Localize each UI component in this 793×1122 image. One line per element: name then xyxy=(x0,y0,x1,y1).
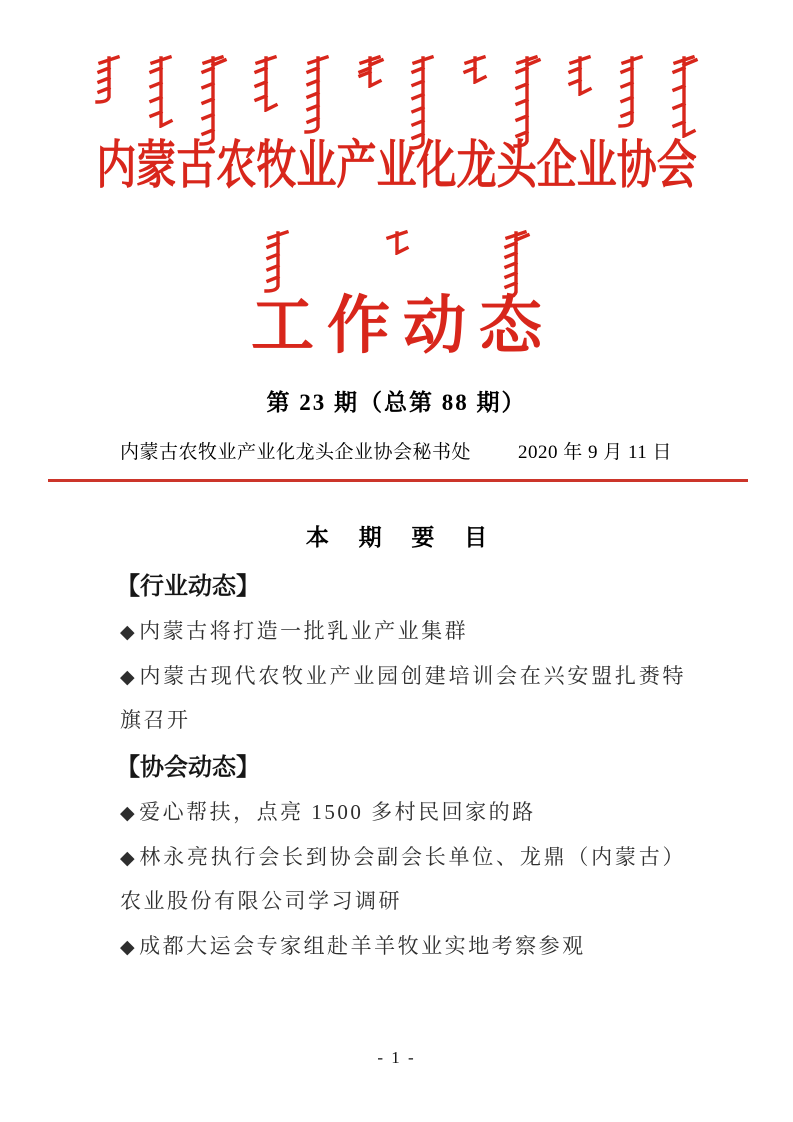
mongolian-word-icon xyxy=(501,229,531,299)
diamond-bullet-icon: ◆ xyxy=(120,666,138,688)
mongolian-word-icon xyxy=(251,54,281,112)
toc-item xyxy=(120,790,686,835)
mongolian-script-row-1 xyxy=(94,54,700,150)
mongolian-word-icon xyxy=(382,229,412,255)
toc-item xyxy=(120,924,686,969)
publisher-row xyxy=(120,437,672,464)
publish-date: 2020 年 9 月 11 日 xyxy=(517,441,672,463)
diamond-bullet-icon: ◆ xyxy=(120,847,138,869)
toc-heading: 本 期 要 目 xyxy=(305,524,500,550)
association-name-title: 内蒙古农牧业产业化龙头企业协会 xyxy=(96,138,697,195)
toc-item xyxy=(120,609,686,654)
toc-section-title: 【行业动态】 xyxy=(116,572,260,600)
mongolian-word-icon xyxy=(355,54,385,88)
mongolian-script-row-2 xyxy=(263,229,531,301)
toc-list xyxy=(116,564,686,969)
diamond-bullet-icon: ◆ xyxy=(120,622,138,644)
mongolian-word-icon xyxy=(669,54,699,138)
toc-item-text: 成都大运会专家组赴羊羊牧业实地考察参观 xyxy=(139,933,586,958)
issue-number-line: 第 23 期（总第 88 期） xyxy=(266,389,527,415)
page-number: - 1 - xyxy=(377,1048,416,1067)
toc-section-title: 【协会动态】 xyxy=(116,753,260,781)
mongolian-word-icon xyxy=(617,54,647,128)
mongolian-word-icon xyxy=(408,54,438,150)
mongolian-word-icon xyxy=(303,54,333,134)
mongolian-word-icon xyxy=(94,54,124,104)
toc-item-text: 林永亮执行会长到协会副会长单位、龙鼎（内蒙古）农业股份有限公司学习调研 xyxy=(120,844,686,914)
toc-item xyxy=(120,835,686,924)
diamond-bullet-icon: ◆ xyxy=(120,803,138,825)
mongolian-word-icon xyxy=(263,229,293,293)
toc-item-text: 爱心帮扶，点亮 1500 多村民回家的路 xyxy=(139,800,536,825)
mongolian-word-icon xyxy=(565,54,595,96)
mongolian-word-icon xyxy=(512,54,542,148)
mongolian-word-icon xyxy=(460,54,490,84)
mongolian-word-icon xyxy=(146,54,176,128)
toc-item-text: 内蒙古现代农牧业产业园创建培训会在兴安盟扎赉特旗召开 xyxy=(120,663,686,733)
toc-item xyxy=(120,654,686,743)
diamond-bullet-icon: ◆ xyxy=(120,936,138,958)
publisher-name: 内蒙古农牧业产业化龙头企业协会秘书处 xyxy=(120,441,472,463)
bulletin-title: 工作动态 xyxy=(251,290,555,361)
toc-item-text: 内蒙古将打造一批乳业产业集群 xyxy=(139,619,469,644)
red-divider-line xyxy=(48,479,748,482)
mongolian-word-icon xyxy=(198,54,228,146)
